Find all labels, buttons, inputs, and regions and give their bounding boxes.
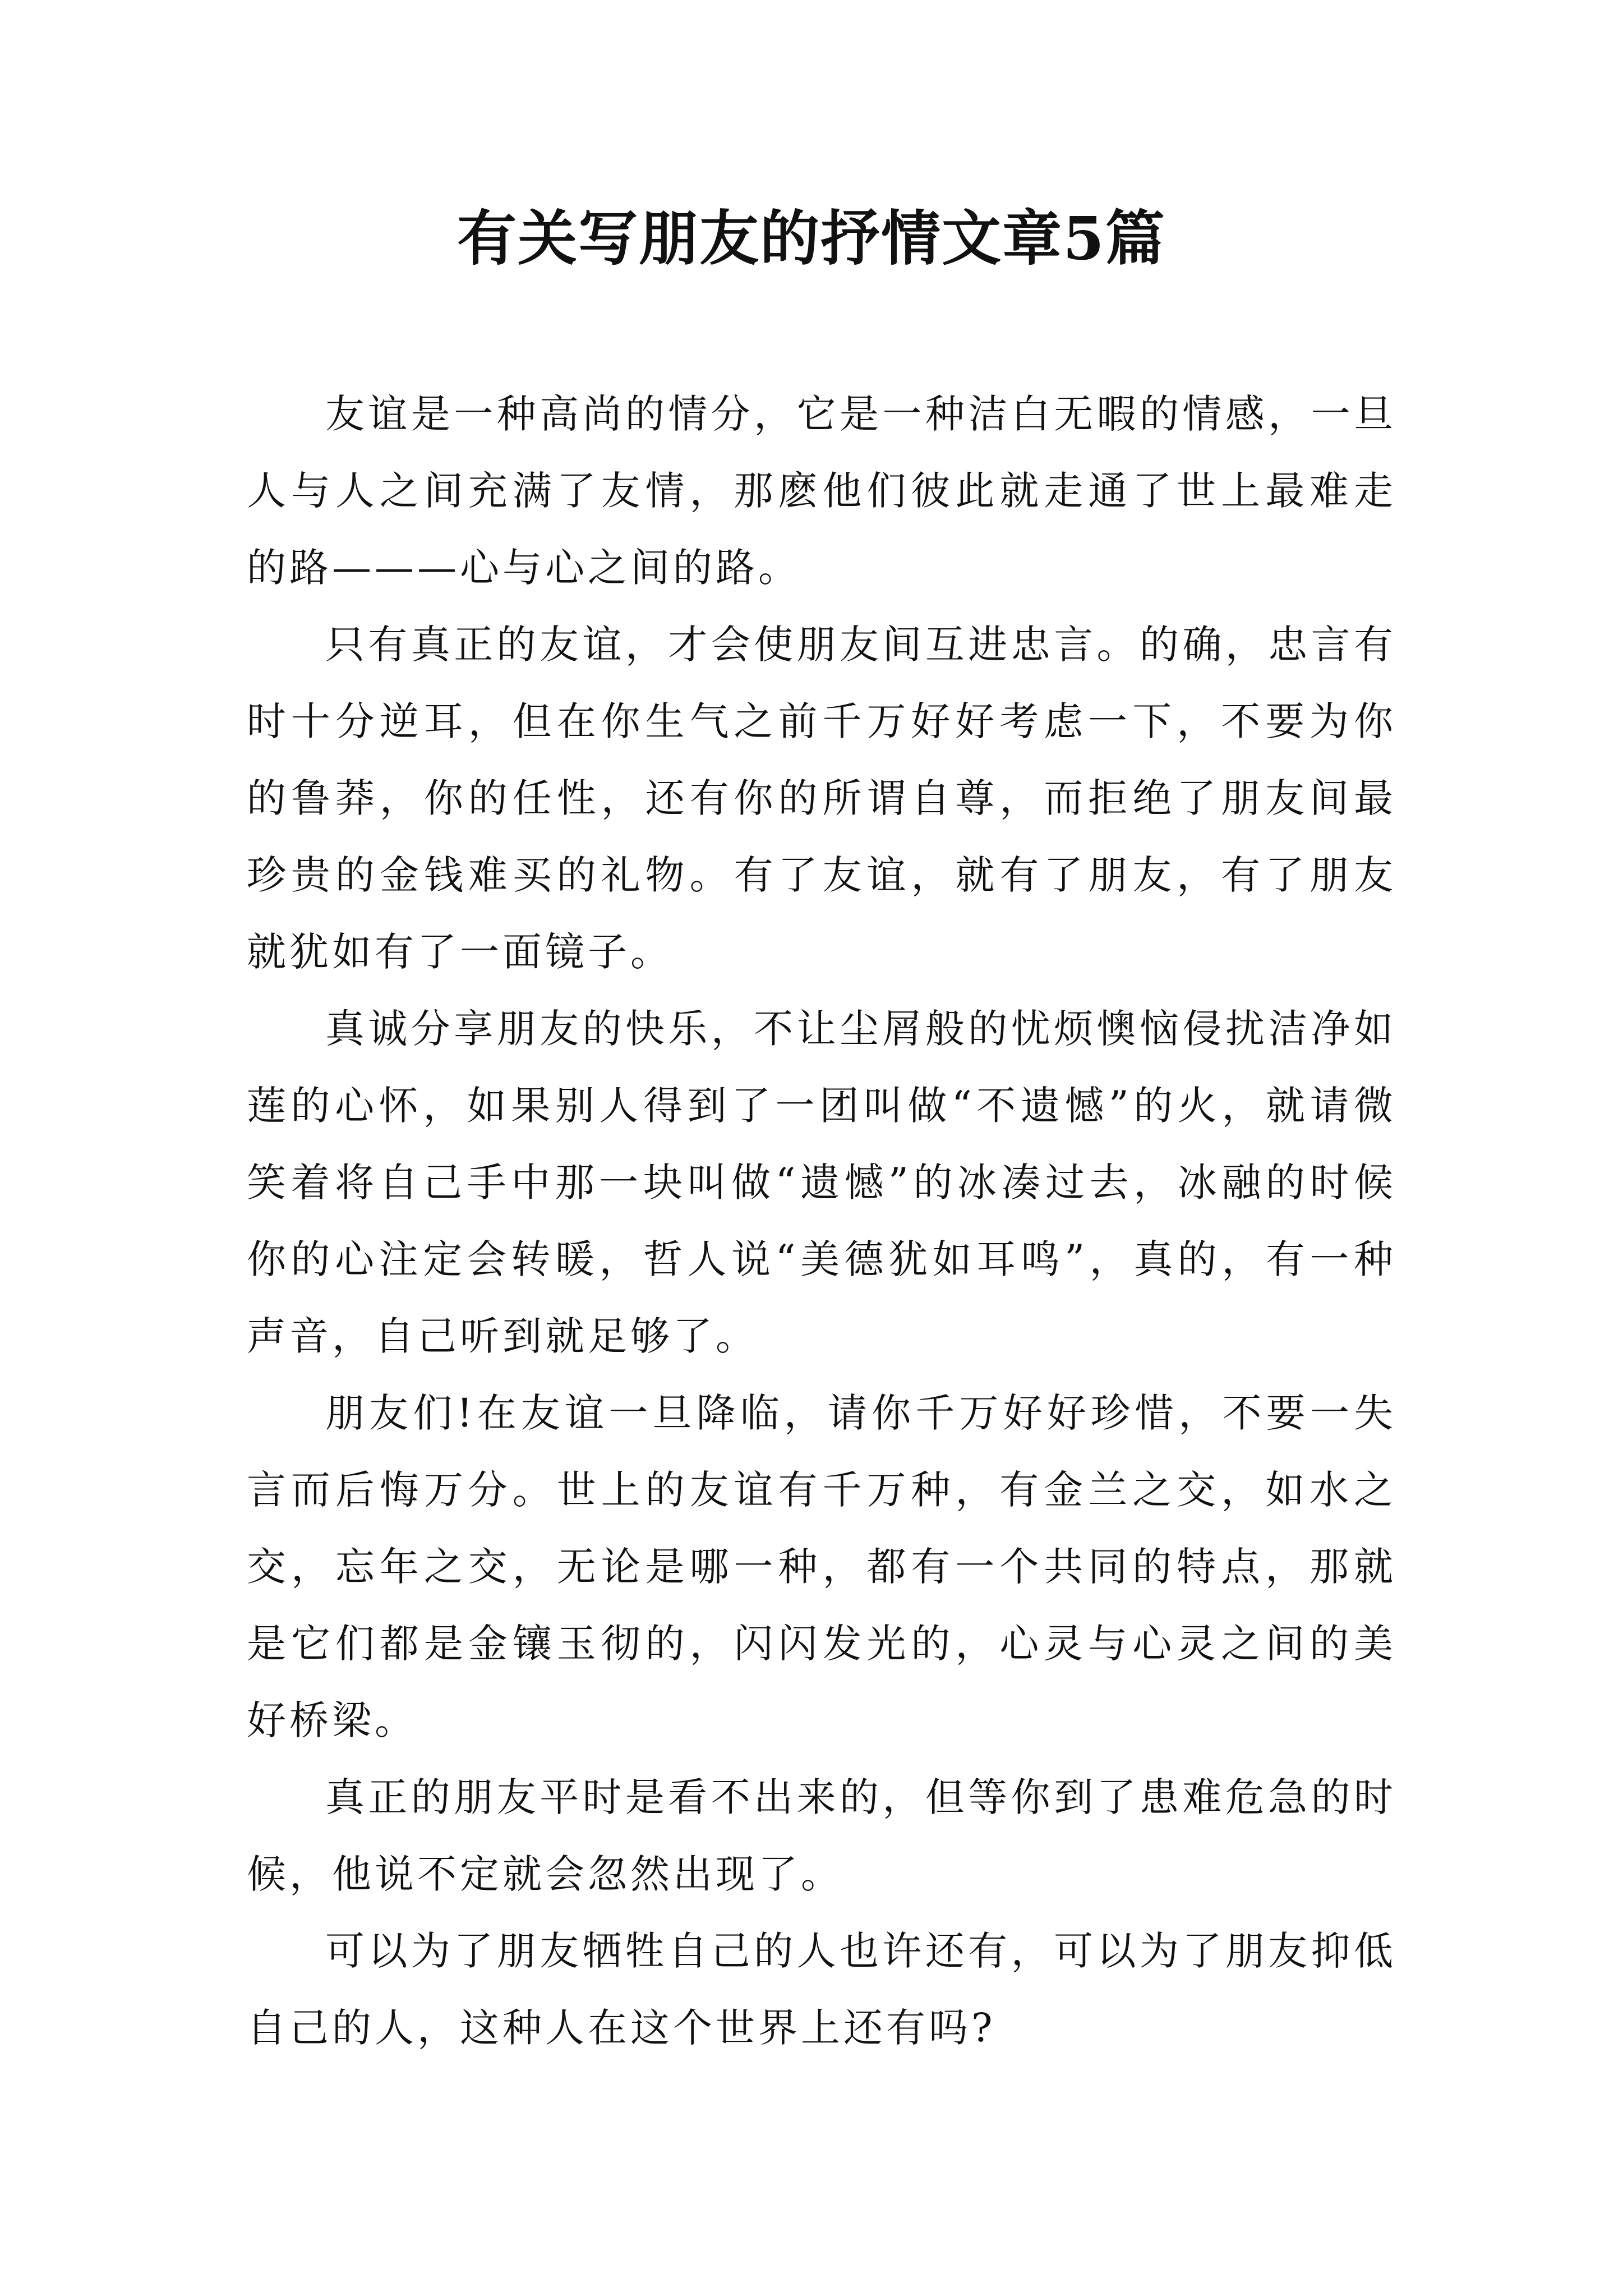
paragraph-3: 真诚分享朋友的快乐，不让尘屑般的忧烦懊恼侵扰洁净如莲的心怀，如果别人得到了一团叫做“不遗憾”的火，就请微笑着将自己手中那一块叫做“遗憾”的冰凑过去，冰融的时候你的心注定会转暖，哲人说“美德犹如耳鸣”，真的，有一种声音，自己听到就足够了。 xyxy=(247,1006,1396,1359)
paragraph-5: 真正的朋友平时是看不出来的，但等你到了患难危急的时候，他说不定就会忽然出现了。 xyxy=(247,1774,1396,1897)
paragraph-1: 友谊是一种高尚的情分，它是一种洁白无暇的情感，一旦人与人之间充满了友情，那麽他们彼此就走通了世上最难走的路———心与心之间的路。 xyxy=(247,391,1396,591)
paragraph-2: 只有真正的友谊，才会使朋友间互进忠言。的确，忠言有时十分逆耳，但在你生气之前千万好好考虑一下，不要为你的鲁莽，你的任性，还有你的所谓自尊，而拒绝了朋友间最珍贵的金钱难买的礼物。有了友谊，就有了朋友，有了朋友就犹如有了一面镜子。 xyxy=(247,622,1396,975)
document-title: 有关写朋友的抒情文章5篇 xyxy=(457,203,1166,273)
paragraph-6: 可以为了朋友牺牲自己的人也许还有，可以为了朋友抑低自己的人，这种人在这个世界上还有吗? xyxy=(247,1928,1396,2051)
paragraph-4: 朋友们!在友谊一旦降临，请你千万好好珍惜，不要一失言而后悔万分。世上的友谊有千万种，有金兰之交，如水之交，忘年之交，无论是哪一种，都有一个共同的特点，那就是它们都是金镶玉彻的，闪闪发光的，心灵与心灵之间的美好桥梁。 xyxy=(247,1390,1396,1743)
document-body xyxy=(247,376,1396,2067)
